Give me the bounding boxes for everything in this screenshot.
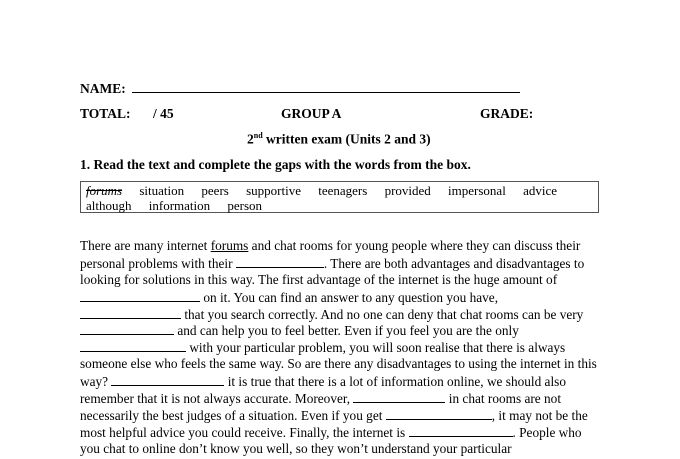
text-segment: There are many internet [80,238,211,253]
text-line-11 [80,407,600,424]
text-segment: way? [80,374,112,390]
text-segment: that you search correctly. And no one can deny that chat rooms can be very [181,306,584,322]
gap-5[interactable] [80,339,186,352]
gap-fill-text [80,238,600,458]
exam-ordinal: 2 [247,131,254,147]
word-advice: advice [523,183,557,198]
exam-title-text: written exam (Units 2 and 3) [262,131,431,147]
word-information: information [148,198,211,213]
text-segment: remember that it is not always accurate. Moreover, [80,391,354,407]
word-teenagers: teenagers [318,183,368,198]
gap-2[interactable] [80,289,200,302]
text-line-10 [80,390,600,407]
word-situation: situation [139,183,185,198]
text-segment: , it may not be the [491,407,588,423]
word-peers: peers [201,183,229,198]
text-segment: in chat rooms are not [445,391,562,407]
gap-7[interactable] [353,390,445,403]
gap-8[interactable] [386,407,492,420]
text-line-9 [80,373,600,390]
word-although: although [86,198,132,213]
text-line-7 [80,339,600,356]
total-label: TOTAL: [80,106,131,121]
text-line-5 [80,306,600,323]
name-row [80,80,520,97]
example-answer-forums: forums [210,238,249,253]
word-box [80,181,599,213]
word-provided: provided [384,183,431,198]
gap-9[interactable] [409,424,513,437]
gap-6[interactable] [111,373,224,386]
gap-3[interactable] [80,306,181,319]
word-box-row-1 [86,183,593,198]
text-segment: necessarily the best judges of a situation. Even if you get [80,407,386,423]
text-line-3: looking for solutions in this way. The first advantage of the internet is the huge amount of [80,271,558,287]
word-box-row-2 [86,198,593,213]
text-line-8: someone else who feels the same way. So are there any disadvantages to using the internet in this [80,356,597,372]
text-line-13: you chat to online don’t know you well, so they won’t understand your particular [80,440,512,456]
text-segment: and chat rooms for young people where they can discuss their [248,238,581,253]
group-label: GROUP A [281,106,342,121]
text-segment: . There are both advantages and disadvantages to [323,255,585,271]
text-segment: it is true that there is a lot of information online, we should also [224,374,566,390]
total-value: / 45 [153,106,174,121]
gap-4[interactable] [80,322,174,335]
text-segment: and can help you to feel better. Even if you feel you are the only [174,323,519,339]
word-impersonal: impersonal [448,183,506,198]
word-forums-crossed: forums [86,183,123,198]
name-label: NAME: [80,81,126,96]
name-blank[interactable] [132,80,520,93]
text-line-4 [80,289,600,306]
task-instruction: 1. Read the text and complete the gaps with the words from the box. [80,157,471,172]
text-line-1 [80,238,600,255]
text-line-6 [80,322,600,339]
text-segment: personal problems with their [80,255,236,271]
word-person: person [227,198,263,213]
grade-label: GRADE: [480,106,534,121]
text-segment: on it. You can find an answer to any question you have, [200,289,499,305]
gap-1[interactable] [236,255,324,268]
text-segment: with your particular problem, you will soon realise that there is always [186,340,566,356]
text-line-2 [80,255,600,272]
exam-title [247,131,431,148]
exam-ordinal-suffix: nd [253,131,263,140]
text-segment: most helpful advice you could receive. Finally, the internet is [80,424,409,440]
text-line-12 [80,424,600,441]
word-supportive: supportive [246,183,301,198]
text-segment: . People who [512,424,582,440]
